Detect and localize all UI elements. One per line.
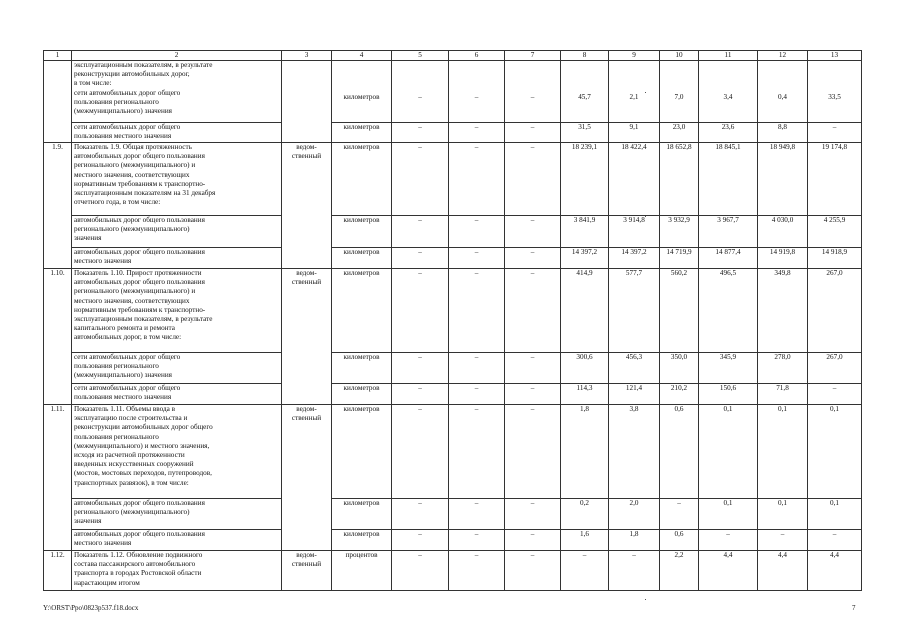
value-col-13: – — [808, 384, 862, 405]
value-col-10: 3 932,9 — [660, 216, 699, 248]
value-col-13: 267,0 — [808, 269, 862, 353]
value-col-8: 3 841,9 — [561, 216, 609, 248]
indicator-description: Показатель 1.12. Обновление подвижного состава пассажирского автомобильного транспорта в городах Ростовской области нарастающим итогом — [72, 551, 282, 591]
value-col-6: – — [449, 269, 505, 353]
indicator-description: сети автомобильных дорог общего пользования регионального (межмуниципального) значения — [72, 353, 282, 384]
indicator-description: Показатель 1.9. Общая протяженность автомобильных дорог общего пользования регионального (межмуниципального) и местного значения, соответствующих нормативным требованиям к транспортно- эксплуатационным показателям на 31 декабря отчетного года, в том числе: — [72, 143, 282, 216]
value-col-11: 14 877,4 — [699, 248, 758, 269]
value-col-12: – — [758, 530, 808, 551]
value-col-10: 210,2 — [660, 384, 699, 405]
value-col-13: 267,0 — [808, 353, 862, 384]
indicator-description: автомобильных дорог общего пользования регионального (межмуниципального) значения — [72, 499, 282, 530]
value-col-10: 350,0 — [660, 353, 699, 384]
value-col-8: 31,5 — [561, 123, 609, 143]
table-row — [44, 61, 862, 123]
table-row — [44, 551, 862, 591]
value-col-8: 45,7 — [561, 61, 609, 123]
table-row — [44, 384, 862, 405]
value-col-13: 19 174,8 — [808, 143, 862, 216]
document-file-path: Y:\ORST\Ppo\0823p537.f18.docx — [43, 604, 139, 612]
value-col-11: 0,1 — [699, 405, 758, 499]
value-col-9: 2,1 — [609, 61, 660, 123]
unit: километров — [332, 269, 392, 353]
value-col-12: 18 949,8 — [758, 143, 808, 216]
value-col-5: – — [392, 499, 449, 530]
value-col-13: – — [808, 123, 862, 143]
value-col-7: – — [505, 499, 561, 530]
value-col-8: – — [561, 551, 609, 591]
column-number: 4 — [332, 51, 392, 61]
unit: километров — [332, 143, 392, 216]
value-col-9: 121,4 — [609, 384, 660, 405]
value-col-9: 1,8 — [609, 530, 660, 551]
column-number: 2 — [72, 51, 282, 61]
value-col-12: 14 919,8 — [758, 248, 808, 269]
value-col-10: 2,2 — [660, 551, 699, 591]
value-col-8: 1,6 — [561, 530, 609, 551]
data-source: ведом- ственный — [282, 551, 332, 591]
value-col-10: – — [660, 499, 699, 530]
value-col-10: 0,6 — [660, 405, 699, 499]
value-col-9: 3,8 — [609, 405, 660, 499]
value-col-12: 0,4 — [758, 61, 808, 123]
value-col-11: – — [699, 530, 758, 551]
value-col-5: – — [392, 248, 449, 269]
indicator-description: Показатель 1.10. Прирост протяженности автомобильных дорог общего пользования регионального (межмуниципального) и местного значения, соответствующих нормативным требованиям к транспортно- эксплуатационным показателям, в результате капитального ремонта и ремонта автомобильных дорог, в том числе: — [72, 269, 282, 353]
value-col-13: 14 918,9 — [808, 248, 862, 269]
column-number-row — [44, 51, 862, 61]
value-col-8: 300,6 — [561, 353, 609, 384]
unit: километров — [332, 216, 392, 248]
column-number: 9 — [609, 51, 660, 61]
value-col-10: 14 719,9 — [660, 248, 699, 269]
value-col-12: 8,8 — [758, 123, 808, 143]
value-col-8: 114,3 — [561, 384, 609, 405]
value-col-7: – — [505, 248, 561, 269]
value-col-7: – — [505, 123, 561, 143]
unit: процентов — [332, 551, 392, 591]
indicator-description: сети автомобильных дорог общего пользования местного значения — [72, 384, 282, 405]
data-source — [282, 61, 332, 143]
value-col-12: 4,4 — [758, 551, 808, 591]
value-col-6: – — [449, 61, 505, 123]
value-col-13: 0,1 — [808, 499, 862, 530]
value-col-9: 2,0 — [609, 499, 660, 530]
table-row — [44, 143, 862, 216]
value-col-6: – — [449, 216, 505, 248]
value-col-7: – — [505, 405, 561, 499]
value-col-13: 0,1 — [808, 405, 862, 499]
value-col-10: 18 652,8 — [660, 143, 699, 216]
value-col-8: 414,9 — [561, 269, 609, 353]
indicator-description: сети автомобильных дорог общего пользования местного значения — [72, 123, 282, 143]
value-col-7: – — [505, 384, 561, 405]
value-col-11: 150,6 — [699, 384, 758, 405]
value-col-5: – — [392, 216, 449, 248]
value-col-11: 3 967,7 — [699, 216, 758, 248]
value-col-6: – — [449, 530, 505, 551]
value-col-11: 496,5 — [699, 269, 758, 353]
indicator-number — [44, 61, 72, 143]
column-number: 11 — [699, 51, 758, 61]
value-col-11: 4,4 — [699, 551, 758, 591]
value-col-13: 4,4 — [808, 551, 862, 591]
data-source: ведом- ственный — [282, 269, 332, 405]
value-col-6: – — [449, 248, 505, 269]
column-number: 7 — [505, 51, 561, 61]
unit: километров — [332, 61, 392, 123]
table-row — [44, 216, 862, 248]
value-col-12: 4 030,0 — [758, 216, 808, 248]
value-col-9: 456,3 — [609, 353, 660, 384]
unit: километров — [332, 248, 392, 269]
value-col-5: – — [392, 384, 449, 405]
column-number: 12 — [758, 51, 808, 61]
unit: километров — [332, 384, 392, 405]
value-col-9: 18 422,4 — [609, 143, 660, 216]
value-col-13: 33,5 — [808, 61, 862, 123]
value-col-13: – — [808, 530, 862, 551]
value-col-5: – — [392, 61, 449, 123]
page-number: 7 — [852, 604, 856, 612]
indicator-number: 1.11. — [44, 405, 72, 551]
indicator-number: 1.12. — [44, 551, 72, 591]
value-col-11: 23,6 — [699, 123, 758, 143]
indicator-description: автомобильных дорог общего пользования местного значения — [72, 530, 282, 551]
value-col-10: 560,2 — [660, 269, 699, 353]
value-col-12: 0,1 — [758, 499, 808, 530]
value-col-10: 23,0 — [660, 123, 699, 143]
value-col-12: 71,8 — [758, 384, 808, 405]
column-number: 3 — [282, 51, 332, 61]
scan-speck — [645, 92, 646, 93]
value-col-7: – — [505, 143, 561, 216]
unit: километров — [332, 530, 392, 551]
value-col-7: – — [505, 551, 561, 591]
value-col-5: – — [392, 530, 449, 551]
table-row — [44, 499, 862, 530]
value-col-7: – — [505, 216, 561, 248]
indicator-number: 1.9. — [44, 143, 72, 269]
column-number: 13 — [808, 51, 862, 61]
scan-speck — [645, 599, 646, 600]
value-col-11: 3,4 — [699, 61, 758, 123]
value-col-6: – — [449, 384, 505, 405]
value-col-5: – — [392, 405, 449, 499]
value-col-11: 345,9 — [699, 353, 758, 384]
value-col-7: – — [505, 353, 561, 384]
value-col-5: – — [392, 123, 449, 143]
value-col-10: 7,0 — [660, 61, 699, 123]
value-col-5: – — [392, 269, 449, 353]
value-col-6: – — [449, 123, 505, 143]
value-col-12: 278,0 — [758, 353, 808, 384]
value-col-6: – — [449, 499, 505, 530]
value-col-9: – — [609, 551, 660, 591]
value-col-8: 18 239,1 — [561, 143, 609, 216]
value-col-9: 3 914,8 — [609, 216, 660, 248]
column-number: 6 — [449, 51, 505, 61]
value-col-12: 0,1 — [758, 405, 808, 499]
column-number: 8 — [561, 51, 609, 61]
table-row — [44, 123, 862, 143]
indicator-description: автомобильных дорог общего пользования регионального (межмуниципального) значения — [72, 216, 282, 248]
value-col-6: – — [449, 353, 505, 384]
table-row — [44, 405, 862, 499]
value-col-7: – — [505, 269, 561, 353]
value-col-7: – — [505, 61, 561, 123]
unit: километров — [332, 499, 392, 530]
value-col-10: 0,6 — [660, 530, 699, 551]
value-col-13: 4 255,9 — [808, 216, 862, 248]
table-row — [44, 530, 862, 551]
value-col-6: – — [449, 551, 505, 591]
value-col-5: – — [392, 143, 449, 216]
value-col-11: 0,1 — [699, 499, 758, 530]
value-col-6: – — [449, 405, 505, 499]
table-row — [44, 269, 862, 353]
indicator-number: 1.10. — [44, 269, 72, 405]
value-col-7: – — [505, 530, 561, 551]
value-col-11: 18 845,1 — [699, 143, 758, 216]
value-col-8: 0,2 — [561, 499, 609, 530]
value-col-9: 9,1 — [609, 123, 660, 143]
unit: километров — [332, 405, 392, 499]
column-number: 5 — [392, 51, 449, 61]
unit: километров — [332, 353, 392, 384]
value-col-12: 349,8 — [758, 269, 808, 353]
value-col-8: 14 397,2 — [561, 248, 609, 269]
value-col-9: 577,7 — [609, 269, 660, 353]
value-col-5: – — [392, 551, 449, 591]
unit: километров — [332, 123, 392, 143]
table-row — [44, 248, 862, 269]
value-col-6: – — [449, 143, 505, 216]
data-source: ведом- ственный — [282, 405, 332, 551]
column-number: 1 — [44, 51, 72, 61]
indicator-description: эксплуатационным показателям, в результате реконструкции автомобильных дорог, в том числе: сети автомобильных дорог общего пользования регионального (межмуниципального) значения — [72, 61, 282, 123]
column-number: 10 — [660, 51, 699, 61]
data-source: ведом- ственный — [282, 143, 332, 269]
indicator-description: автомобильных дорог общего пользования местного значения — [72, 248, 282, 269]
table-row — [44, 353, 862, 384]
value-col-5: – — [392, 353, 449, 384]
value-col-9: 14 397,2 — [609, 248, 660, 269]
indicator-description: Показатель 1.11. Объемы ввода в эксплуатацию после строительства и реконструкции автомобильных дорог общего пользования регионального (межмуниципального) и местного значения, исходя из расчетной протяженности введенных искусственных сооружений (мостов, мостовых переходов, путепроводов, транспортных развязок), в том числе: — [72, 405, 282, 499]
indicators-table — [43, 50, 862, 591]
value-col-8: 1,8 — [561, 405, 609, 499]
scan-speck — [645, 216, 646, 217]
